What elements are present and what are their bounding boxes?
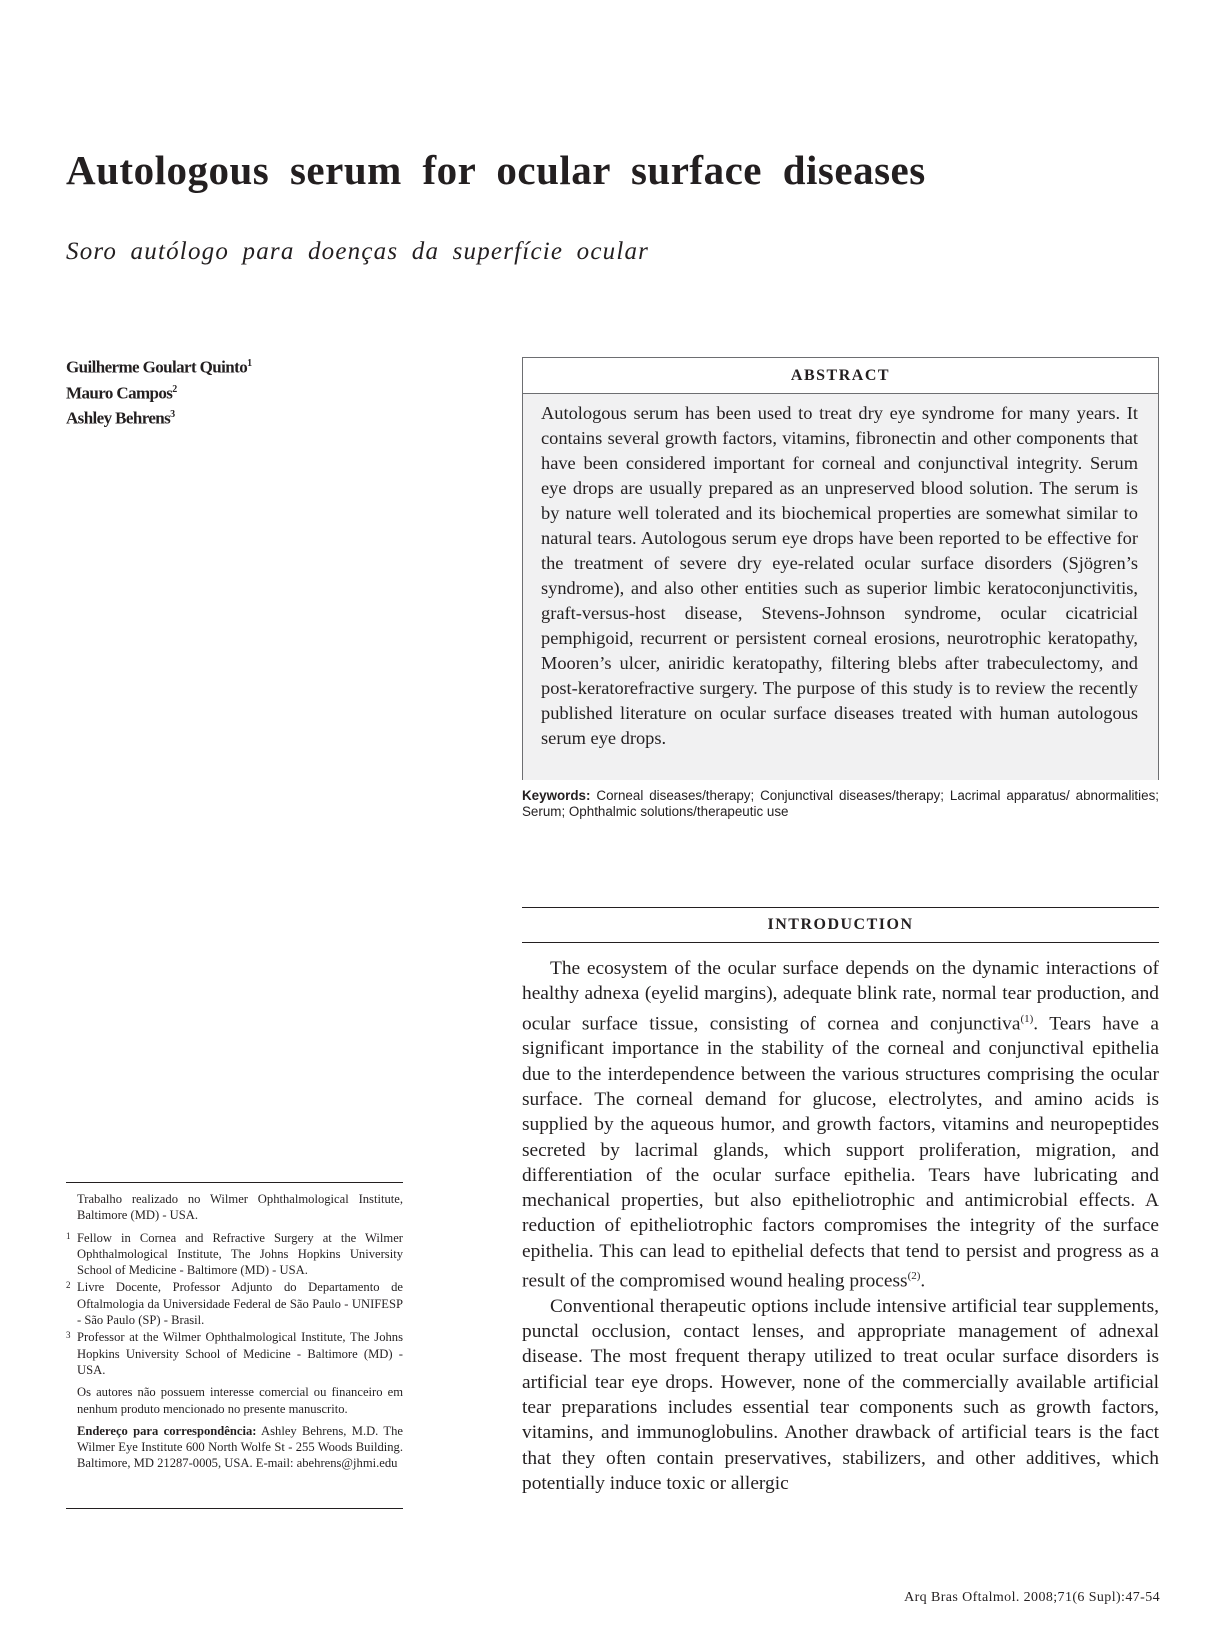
author-mark: 3 bbox=[170, 409, 176, 421]
author-mark: 2 bbox=[172, 383, 178, 395]
correspondence-text: Ashley Behrens, M.D. The Wilmer Eye Institute 600 North Wolfe St - 255 Woods Building. Baltimore, MD 21287-0005, USA. E-mail: abehrens@jhmi.edu bbox=[77, 1423, 403, 1471]
footnote-work-location: Trabalho realizado no Wilmer Ophthalmological Institute, Baltimore (MD) - USA. bbox=[77, 1192, 403, 1223]
abstract-heading: ABSTRACT bbox=[523, 358, 1158, 394]
author-mark: 1 bbox=[247, 358, 253, 369]
reference-mark: (2) bbox=[907, 1270, 921, 1283]
introduction-heading: INTRODUCTION bbox=[767, 916, 914, 933]
keywords bbox=[522, 788, 1159, 820]
footnote-item bbox=[66, 1230, 403, 1279]
footnote-item bbox=[66, 1279, 403, 1328]
paragraph-text: . bbox=[920, 1270, 926, 1292]
author-name: Guilherme Goulart Quinto bbox=[66, 357, 248, 377]
footnote-correspondence bbox=[66, 1423, 403, 1472]
footnote-text: Professor at the Wilmer Ophthalmological Institute, The Johns Hopkins University School of Medicine - Baltimore (MD) - USA. bbox=[77, 1330, 403, 1377]
footnote-mark: 2 bbox=[66, 1280, 71, 1291]
author-item bbox=[66, 353, 386, 379]
footnote-rule bbox=[66, 1508, 403, 1509]
reference-mark: (1) bbox=[1020, 1012, 1034, 1025]
footnote-mark: 1 bbox=[66, 1230, 71, 1241]
author-item bbox=[66, 404, 386, 430]
journal-citation: Arq Bras Oftalmol. 2008;71(6 Supl):47-54 bbox=[904, 1590, 1160, 1605]
footnote-text: Fellow in Cornea and Refractive Surgery at the Wilmer Ophthalmological Institute, The Johns Hopkins University School of Medicine - Baltimore (MD) - USA. bbox=[77, 1230, 403, 1278]
footnote-mark: 3 bbox=[66, 1330, 71, 1341]
footnote-rule bbox=[66, 1182, 403, 1183]
abstract-box bbox=[522, 357, 1159, 780]
footnote-conflict: Os autores não possuem interesse comercial ou financeiro em nenhum produto mencionado no presente manuscrito. bbox=[77, 1385, 403, 1416]
footnote-item bbox=[66, 1329, 403, 1378]
section-rule bbox=[522, 942, 1159, 943]
keywords-text: Corneal diseases/therapy; Conjunctival diseases/therapy; Lacrimal apparatus/ abnormalities; Serum; Ophthalmic solutions/therapeutic use bbox=[522, 788, 1159, 819]
author-item bbox=[66, 379, 386, 405]
author-name: Mauro Campos bbox=[66, 383, 173, 403]
introduction-paragraph bbox=[522, 956, 1159, 1294]
abstract-text: Autologous serum has been used to treat dry eye syndrome for many years. It contains several growth factors, vitamins, fibronectin and other components that have been considered important for corneal and conjunctival integrity. Serum eye drops are usually prepared as an unpreserved blood solution. The serum is by nature well tolerated and its biochemical properties are somewhat similar to natural tears. Autologous serum eye drops have been reported to be effective for the treatment of severe dry eye-related ocular surface disorders (Sjögren’s syndrome), and also other entities such as superior limbic keratoconjunctivitis, graft-versus-host disease, Stevens-Johnson syndrome, ocular cicatricial pemphigoid, recurrent or persistent corneal erosions, neurotrophic keratopathy, Mooren’s ulcer, aniridic keratopathy, filtering blebs after trabeculectomy, and post-keratorefractive surgery. The purpose of this study is to review the recently published literature on ocular surface diseases treated with human autologous serum eye drops. bbox=[523, 394, 1158, 780]
section-rule bbox=[522, 907, 1159, 908]
introduction-body bbox=[522, 956, 1159, 1496]
correspondence-label: Endereço para correspondência: bbox=[77, 1423, 257, 1438]
footnote-text: Livre Docente, Professor Adjunto do Departamento de Oftalmologia da Universidade Federal de São Paulo - UNIFESP - São Paulo (SP) - Brasil. bbox=[77, 1280, 403, 1328]
paragraph-text: . Tears have a significant importance in the stability of the corneal and conjunctival epithelia due to the interdependence between the various structures comprising the ocular surface. The corneal demand for glucose, electrolytes, and amino acids is supplied by the aqueous humor, and growth factors, vitamins and neuropeptides secreted by lacrimal glands, which support proliferation, migration, and differentiation of the ocular surface epithelia. Tears have lubricating and mechanical properties, but also epitheliotrophic and antimicrobial effects. A reduction of epitheliotrophic factors compromises the integrity of the surface epithelia. This can lead to epithelial defects that tend to persist and progress as a result of the compromised wound healing process bbox=[522, 1013, 1159, 1292]
footnotes bbox=[66, 1188, 403, 1472]
keywords-label: Keywords: bbox=[522, 788, 591, 803]
article-subtitle: Soro autólogo para doenças da superfície ocular bbox=[66, 238, 650, 265]
author-list bbox=[66, 353, 386, 430]
article-title: Autologous serum for ocular surface diseases bbox=[66, 147, 926, 193]
introduction-paragraph: Conventional therapeutic options include intensive artificial tear supplements, punctal occlusion, contact lenses, and appropriate management of adnexal disease. The most frequent therapy utilized to treat ocular surface disorders is artificial tear eye drops. However, none of the commercially available artificial tear preparations includes essential tear components such as growth factors, vitamins, and immunoglobulins. Another drawback of artificial tears is the fact that they often contain preservatives, stabilizers, and other additives, which potentially induce toxic or allergic bbox=[522, 1295, 1159, 1494]
author-name: Ashley Behrens bbox=[66, 408, 171, 428]
paragraph-text: The ecosystem of the ocular surface depends on the dynamic interactions of healthy adnexa (eyelid margins), adequate blink rate, normal tear production, and ocular surface tissue, consisting of cornea and conjunctiva bbox=[522, 958, 1159, 1035]
